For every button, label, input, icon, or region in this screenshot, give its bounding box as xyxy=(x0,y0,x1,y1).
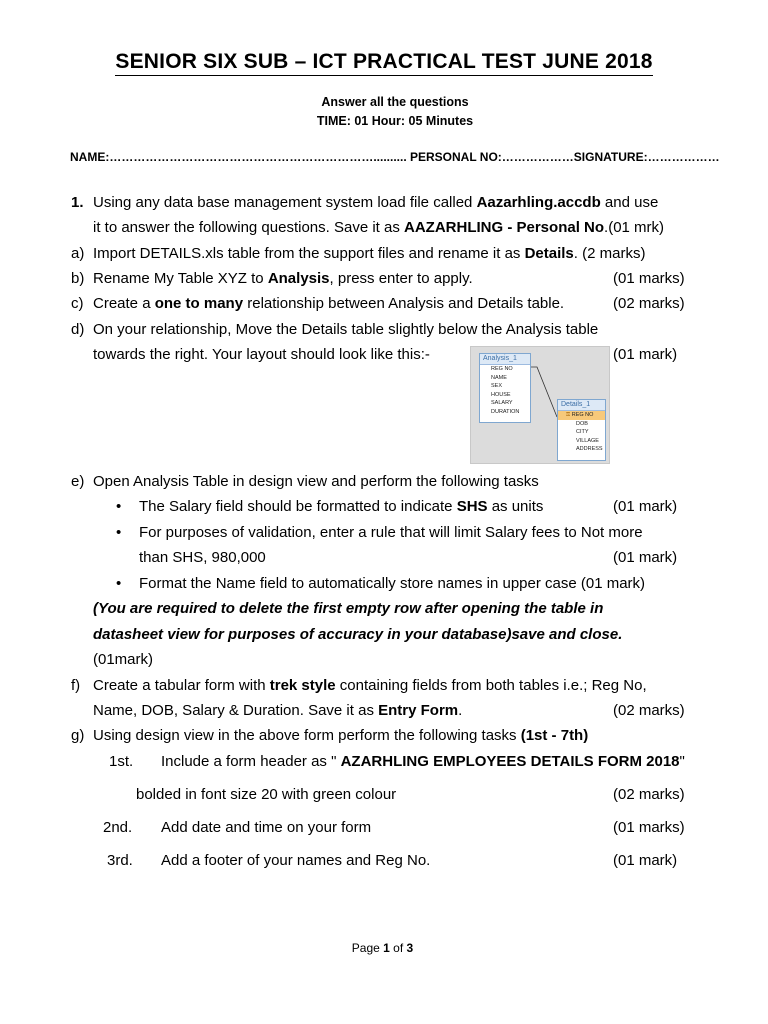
item-a-text: Import DETAILS.xls table from the support files and rename it as Details. (2 marks) xyxy=(93,245,646,262)
details-field: VILLAGE xyxy=(576,437,599,444)
item-label-e: e) xyxy=(71,473,85,490)
task-ordinal: 1st. xyxy=(109,753,134,770)
item-f-line-1: Create a tabular form with trek style containing fields from both tables i.e.; Reg No, xyxy=(93,677,647,694)
task-1-line-1: Include a form header as " AZARHLING EMPLOYEES DETAILS FORM 2018" xyxy=(161,753,685,770)
time-allowed: TIME: 01 Hour: 05 Minutes xyxy=(316,114,474,128)
bullet-icon: • xyxy=(116,524,122,541)
item-c-text: Create a one to many relationship between Analysis and Details table. xyxy=(93,295,565,312)
item-e-note-marks: (01mark) xyxy=(93,651,154,668)
item-label-c: c) xyxy=(71,295,84,312)
item-f-line-2: Name, DOB, Salary & Duration. Save it as Entry Form. xyxy=(93,702,463,719)
bullet-icon: • xyxy=(116,575,122,592)
details-field: DOB xyxy=(576,420,588,427)
item-e-bullet-2-line-2: than SHS, 980,000 xyxy=(139,549,266,566)
question-1-line-1: Using any data base management system load file called Aazarhling.accdb and use xyxy=(93,194,659,211)
details-key-field: ⚿ REG NO xyxy=(558,411,605,420)
task-1-marks: (02 marks) xyxy=(613,786,685,803)
item-e-bullet-2-line-1: For purposes of validation, enter a rule that will limit Salary fees to Not more xyxy=(139,524,643,541)
details-table-box xyxy=(557,399,606,461)
item-label-d: d) xyxy=(71,321,85,338)
analysis-table-title: Analysis_1 xyxy=(480,354,530,365)
name-personal-signature-line: NAME:………………………………………………………….......... PERSONAL NO:………………SIGNATURE:……………… xyxy=(70,150,720,164)
item-e-bullet-2-marks: (01 mark) xyxy=(613,549,678,566)
question-1-line-2: it to answer the following questions. Save it as AAZARHLING - Personal No.(01 mrk) xyxy=(93,219,665,236)
item-d-marks: (01 mark) xyxy=(613,346,678,363)
item-e-note-line-2: datasheet view for purposes of accuracy in your database)save and close. xyxy=(93,626,623,643)
item-e-note-line-1: (You are required to delete the first empty row after opening the table in xyxy=(93,600,604,617)
analysis-field: SALARY xyxy=(491,400,513,406)
title-text: SENIOR SIX SUB – ICT PRACTICAL TEST JUNE 2018 xyxy=(115,50,652,76)
task-1-line-2: bolded in font size 20 with green colour xyxy=(136,786,397,803)
analysis-field: HOUSE xyxy=(491,391,511,398)
item-c-marks: (02 marks) xyxy=(613,295,685,312)
bullet-icon: • xyxy=(116,498,122,515)
item-label-f: f) xyxy=(71,677,81,694)
item-f-marks: (02 marks) xyxy=(613,702,685,719)
details-field: CITY xyxy=(576,429,589,435)
item-e-intro: Open Analysis Table in design view and perform the following tasks xyxy=(93,473,539,490)
analysis-table-box xyxy=(479,353,531,423)
instructions: Answer all the questions xyxy=(321,95,469,109)
page-footer: Page 1 of 3 xyxy=(351,941,414,955)
item-label-a: a) xyxy=(71,245,85,262)
details-field: ADDRESS xyxy=(576,446,603,452)
analysis-field: SEX xyxy=(491,383,503,389)
task-ordinal: 3rd. xyxy=(107,852,133,869)
item-d-line-1: On your relationship, Move the Details table slightly below the Analysis table xyxy=(93,321,599,338)
task-2-marks: (01 marks) xyxy=(613,819,685,836)
item-b-marks: (01 marks) xyxy=(613,270,685,287)
task-3-text: Add a footer of your names and Reg No. xyxy=(161,852,431,869)
exam-title xyxy=(0,50,768,74)
task-2-text: Add date and time on your form xyxy=(161,819,372,836)
details-table-title: Details_1 xyxy=(558,400,605,411)
item-b-text: Rename My Table XYZ to Analysis, press enter to apply. xyxy=(93,270,473,287)
task-ordinal: 2nd. xyxy=(103,819,133,836)
relationship-diagram xyxy=(470,346,610,464)
item-d-line-2: towards the right. Your layout should look like this:- xyxy=(93,346,430,363)
key-icon: ⚿ xyxy=(566,412,571,418)
task-3-marks: (01 mark) xyxy=(613,852,678,869)
analysis-field: REG NO xyxy=(491,366,513,372)
item-g-intro: Using design view in the above form perform the following tasks (1st - 7th) xyxy=(93,727,589,744)
item-e-bullet-1-marks: (01 mark) xyxy=(613,498,678,515)
item-e-bullet-3: Format the Name field to automatically store names in upper case (01 mark) xyxy=(139,575,646,592)
analysis-field: DURATION xyxy=(491,408,520,415)
item-label-b: b) xyxy=(71,270,85,287)
item-e-bullet-1: The Salary field should be formatted to indicate SHS as units xyxy=(139,498,544,515)
analysis-field: NAME xyxy=(491,374,507,381)
question-number: 1. xyxy=(71,194,84,211)
item-label-g: g) xyxy=(71,727,85,744)
